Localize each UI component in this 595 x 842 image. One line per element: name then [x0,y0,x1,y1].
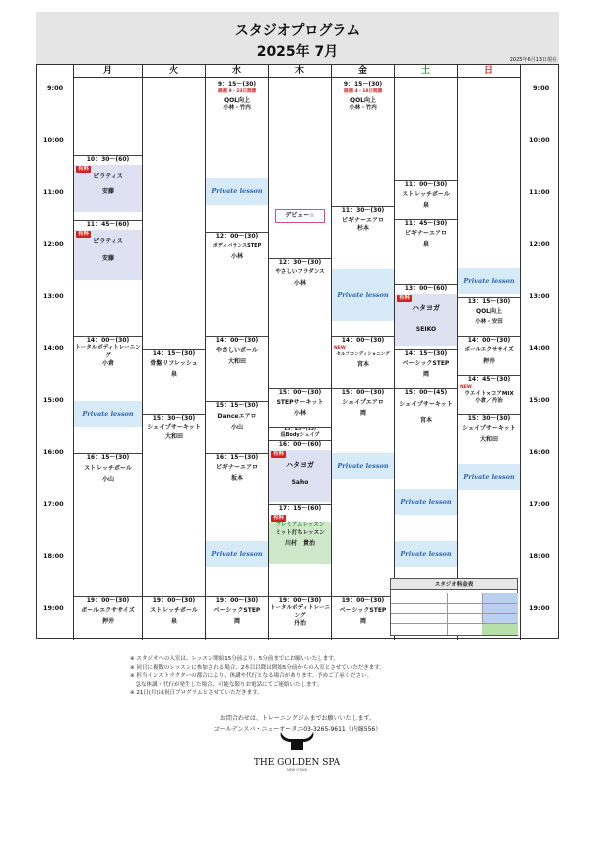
class-time: 14：00～(30) [341,337,385,344]
class-name: トータルボディトレーニング [269,605,331,619]
instructor: 小林・竹内 [223,105,251,112]
instructor: 押井 [482,357,495,365]
hour-label-left: 14:00 [43,344,64,352]
bull-logo-icon [277,730,317,752]
class-name: QOL向上 [223,97,251,105]
class-block [206,81,268,127]
private-lesson-block [206,541,268,567]
class-name: STEPサーキット [276,399,324,407]
class-time: 15：00～(30) [278,389,322,396]
class-time: 11：45～(30) [404,220,448,227]
class-block [395,388,457,438]
new-badge: NEW [460,385,472,391]
class-name: ボールエクササイズ [464,347,514,354]
private-lesson-block [458,268,520,294]
paid-badge: 有料 [273,451,285,457]
private-lesson-label: Private lesson [337,291,389,299]
instructor: 大和田 [164,433,183,441]
class-time: 11：45～(60) [74,220,142,230]
month-title: 2025年 7月 [256,44,339,60]
private-lesson-label: Private lesson [82,410,134,418]
header [36,12,559,64]
instructor: 安藤 [101,254,114,262]
class-name: シェイプサーキット [147,424,201,432]
paid-badge: 有料 [78,231,90,237]
class-name: Danceエアロ [217,413,257,421]
class-block [74,230,142,280]
instructor: 押井 [101,618,114,626]
hour-label-right: 16:00 [529,448,550,456]
class-name: QOL向上 [475,308,503,316]
class-block [332,596,394,636]
class-time: 15：15～(30) [215,402,259,409]
private-lesson-block [395,541,457,567]
class-block [458,375,520,413]
instructor: Saho [291,478,309,486]
instructor: 大和田 [479,436,498,444]
hour-label-right: 18:00 [529,552,550,560]
class-name: やさしいフラダンス [275,269,325,276]
class-block [269,258,331,294]
instructor: 岡 [233,618,240,626]
contact-line: お問合わせは、トレーニングジムまでお願いいたします。 [219,715,376,722]
class-time: 16：15～(30) [86,454,130,461]
class-time: 12：30～(30) [278,259,322,266]
class-time: 14：15～(30) [152,350,196,357]
hour-label-left: 13:00 [43,292,64,300]
class-time: 15：45～(15) [284,427,316,432]
as-of-date: 2025年6月13日現在 [509,57,557,63]
class-name: QOL向上 [349,97,377,105]
class-time: 12：00～(30) [215,233,259,240]
contact-phone: ゴールデンスパ・ニューオータニ03-3265-9611（内線556） [213,726,382,733]
class-name: ウエイト×コアMIX [464,390,514,397]
logo-name: THE GOLDEN SPA [253,758,341,768]
paid-badge: 有料 [273,515,285,521]
hour-label-right: 15:00 [529,396,550,404]
logo-sub: NEW OTANI [286,768,308,772]
private-lesson-label: Private lesson [400,498,452,506]
class-name: ピラティス [93,173,123,181]
class-name: ミット打ちレッスン [275,529,325,536]
class-time: 15：30～(30) [467,415,511,422]
class-block [332,388,394,426]
instructor: 岡 [359,618,366,626]
class-block [395,219,457,257]
schedule-grid [36,64,559,639]
class-name: ベーシックSTEP [213,607,261,615]
class-block [269,427,331,441]
class-block [269,596,331,636]
notes [130,655,385,698]
private-lesson-label: Private lesson [463,473,515,481]
class-name: ビギナーエアロ [215,464,258,472]
paid-badge: 有料 [78,166,90,172]
fee-cell-highlight [482,623,518,635]
class-block [74,336,142,376]
class-time: 15：00～(30) [341,389,385,396]
class-time: 14：45～(30) [467,376,511,383]
class-block [332,206,394,244]
hour-label-left: 9:00 [47,84,64,92]
private-lesson-block [74,401,142,427]
instructor: 泉 [422,202,429,210]
instructor: 泉 [170,371,177,379]
private-lesson-block [206,178,268,205]
hour-label-left: 12:00 [43,240,64,248]
class-block [206,401,268,439]
class-name: ピラティス [93,238,123,246]
class-name: シェイプサーキット [399,401,453,409]
class-block [143,596,205,636]
private-lesson-label: Private lesson [211,187,263,195]
class-time: 14：15～(30) [404,350,448,357]
class-time: 14：00～(30) [86,337,130,344]
class-block [458,336,520,374]
instructor: 小山 [230,424,243,432]
instructor: 小林 [293,279,306,287]
hour-label-left: 18:00 [43,552,64,560]
class-name: ビギナーエアロ [404,230,447,238]
class-time: 9：15～(30) [217,81,257,88]
class-time: 11：00～(30) [404,181,448,188]
note-line: ※ 21日(月)は祝日プログラムとさせていただきます。 [130,690,263,697]
class-note: 隔週 4・18日開講 [344,89,382,95]
class-time: 14：00～(30) [215,337,259,344]
instructor: 岡 [359,410,366,418]
instructor: 小林 [293,410,306,418]
class-name: プレミアムレッスン [275,522,325,529]
class-name: ベーシックSTEP [339,607,387,615]
hour-label-right: 11:00 [529,188,550,196]
day-header-tue: 火 [142,65,205,78]
hour-label-left: 17:00 [43,500,64,508]
instructor: 安藤 [101,187,114,195]
class-time: 19：00～(30) [215,597,259,604]
instructor: 杉本 [356,225,369,233]
class-time: 19：00～(30) [152,597,196,604]
class-name: ストレッチポール [402,191,450,199]
class-block [395,349,457,387]
class-name: 巡Bodyシェイプ [280,431,320,438]
class-time: 16：00～(60) [269,440,331,450]
class-block [206,596,268,636]
class-name: ビギナーエアロ [341,217,384,225]
class-block [332,81,394,127]
fee-row-line [391,603,517,604]
private-lesson-label: Private lesson [337,462,389,470]
class-block [269,388,331,426]
private-lesson-block [332,269,394,321]
class-block [206,336,268,376]
class-time: 11：30～(30) [341,207,385,214]
private-lesson-label: Private lesson [211,550,263,558]
note-line: ※ 同日に複数のレッスンに参加される場合、2本目以降は開始5分前からの入室とさせていただきます。 [130,664,385,671]
private-lesson-block [458,464,520,490]
hour-label-right: 14:00 [529,344,550,352]
class-name: やさしいボール [216,347,258,355]
instructor: 丹治 [293,619,306,627]
debut-callout [275,209,325,223]
class-time: 9：15～(30) [343,81,383,88]
fee-row-line [391,623,517,624]
class-time: 16：15～(30) [215,454,259,461]
class-block [74,165,142,212]
instructor: 宮本 [419,417,432,425]
hour-label-right: 10:00 [529,136,550,144]
class-block [395,294,457,346]
hour-label-left: 16:00 [43,448,64,456]
class-block [458,414,520,452]
class-time: 19：00～(30) [341,597,385,604]
class-time: 19：00～(30) [86,597,130,604]
debut-label: デビュー☆ [285,212,315,219]
class-time: 19：00～(30) [278,597,322,604]
logo [247,730,347,772]
hour-label-left: 19:00 [43,604,64,612]
day-header-fri: 金 [331,65,394,78]
class-time: 13：15～(30) [467,298,511,305]
hour-label-right: 17:00 [529,500,550,508]
class-time: 10：30～(60) [74,155,142,165]
instructor: 川村 貴治 [284,540,315,548]
instructor: 小林・竹内 [349,105,377,112]
class-block [269,514,331,564]
class-time: 15：30～(30) [152,415,196,422]
private-lesson-label: Private lesson [400,550,452,558]
fee-table [390,578,518,636]
instructor: 小山 [101,476,114,484]
hour-label-left: 10:00 [43,136,64,144]
fee-row-line [391,613,517,614]
private-lesson-block [395,489,457,515]
fee-table-title: スタジオ料金表 [391,579,517,590]
class-name: シェイプエアロ [342,399,384,407]
instructor: 小倉 [101,359,114,367]
note-line: ※ 担当インストラクターの都合により、休講や代行となる場合があります。予めご了承ください。 [130,673,373,680]
day-header-sun: 日 [457,65,520,78]
instructor: 小林・安田 [475,319,503,326]
class-name: トータルボディトレーニング [75,345,141,359]
class-block [74,596,142,636]
instructor: 坂本 [230,475,243,483]
class-block [269,450,331,502]
hour-label-left: 11:00 [43,188,64,196]
hour-label-right: 19:00 [529,604,550,612]
day-header-thu: 木 [268,65,331,78]
class-block [74,453,142,493]
private-lesson-label: Private lesson [463,277,515,285]
class-time: 15：00～(45) [404,389,448,396]
class-name: ストレッチポール [150,607,198,615]
hour-label-right: 13:00 [529,292,550,300]
note-line: ※ スタジオへの入室は、レッスン開始15分前より、5分前までにお願いいたします。 [130,656,339,662]
class-block [143,349,205,389]
day-header-sat: 土 [394,65,457,78]
class-block [458,297,520,335]
class-block [206,232,268,270]
class-name: ハタヨガ [412,304,440,313]
private-lesson-block [332,453,394,479]
class-block [332,336,394,376]
instructor: 泉 [170,618,177,626]
class-note: 隔週 9・23日開講 [218,89,256,95]
instructor: 泉 [422,241,429,249]
class-name: ボディバランスSTEP [212,243,262,250]
hour-label-right: 9:00 [533,84,550,92]
class-time: 17：15～(60) [269,504,331,514]
class-name: ベーシックSTEP [402,360,450,368]
class-block [206,453,268,493]
class-name: ストレッチポール [84,465,132,473]
instructor: 大和田 [227,358,246,366]
class-block [395,180,457,218]
fee-col [447,593,482,635]
col-divider [520,65,521,640]
class-name: セルフコンディショニング [336,351,390,357]
instructor: SEIKO [415,325,437,333]
hour-label-right: 12:00 [529,240,550,248]
new-badge: NEW [334,346,346,352]
hour-label-left: 15:00 [43,396,64,404]
class-time: 13：00～(60) [395,284,457,294]
instructor: 小倉／丹治 [475,398,503,405]
day-header-mon: 月 [73,65,142,78]
note-line: 急な休講・代行が発生した場合、可能な限りお電話にてご連絡いたします。 [130,681,323,688]
day-header-wed: 水 [205,65,268,78]
instructor: 小林 [230,252,243,260]
instructor: 宮本 [356,360,369,368]
class-block [143,414,205,454]
class-name: シェイプサーキット [462,425,516,433]
class-time: 14：00～(30) [467,337,511,344]
class-name: ハタヨガ [286,461,314,470]
class-name: 骨盤リフレッシュ [150,360,198,368]
class-name: ボールエクササイズ [81,607,135,615]
page-title: スタジオプログラム [234,23,361,39]
paid-badge: 有料 [399,295,411,301]
instructor: 岡 [422,371,429,379]
